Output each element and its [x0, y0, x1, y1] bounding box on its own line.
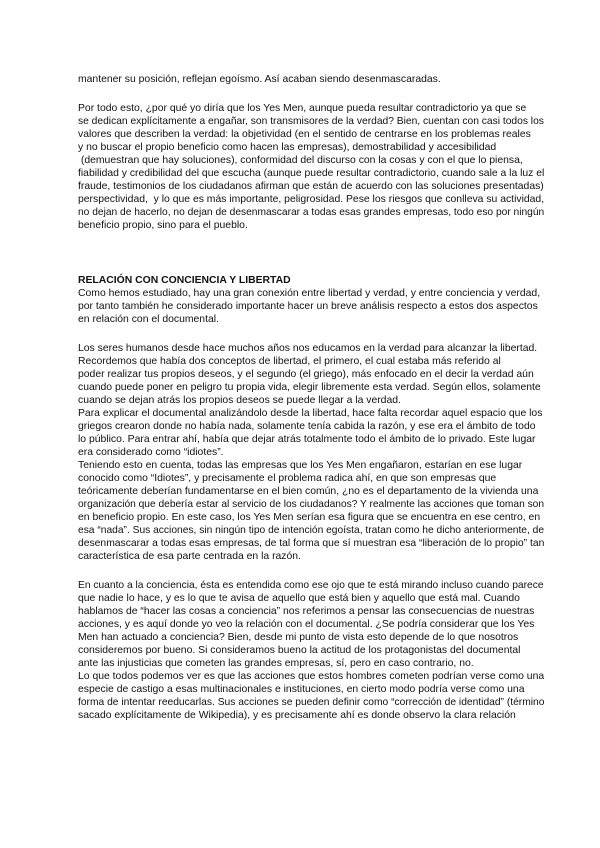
text-line: característica de esa parte centrada en la razón.: [78, 551, 301, 562]
text-line: en beneficio propio. En este caso, los Yes Men serían esa figura que se encuentra en ese centro, en: [78, 512, 541, 523]
text-line: mantener su posición, reflejan egoísmo. Así acaban siendo desenmascaradas.: [78, 74, 441, 85]
text-line: Los seres humanos desde hace muchos años nos educamos en la verdad para alcanzar la libertad.: [78, 343, 538, 354]
text-line: teóricamente deberían fundamentarse en el bien común, ¿no es el departamento de la vivienda una: [78, 486, 539, 497]
text-line: especie de castigo a esas multinacionales e instituciones, en cierto modo podría verse como una: [78, 684, 525, 695]
text-line: Como hemos estudiado, hay una gran conexión entre libertad y verdad, y entre conciencia y verdad,: [78, 288, 541, 299]
text-line: valores que describen la verdad: la objetividad (en el sentido de centrarse en los problemas reales: [78, 129, 531, 140]
text-line: ante las injusticias que cometen las grandes empresas, sí, pero en caso contrario, no.: [78, 658, 474, 669]
text-line: fiabilidad y credibilidad del que escucha (aunque puede resultar contradictorio, cuando sale a la luz el: [78, 168, 545, 179]
text-line: perspectividad, y lo que es más importante, peligrosidad. Pese los riesgos que conlleva su actividad,: [78, 194, 545, 205]
text-line: beneficio propio, sino para el pueblo.: [78, 220, 248, 231]
text-line: sacado explícitamente de Wikipedia), y es precisamente ahí es donde observo la clara relación: [78, 710, 516, 721]
text-line: por tanto también he considerado importante hacer un breve análisis respecto a estos dos aspectos: [78, 301, 538, 312]
text-line: Para explicar el documental analizándolo desde la libertad, hace falta recordar aquel espacio que los: [78, 408, 543, 419]
text-line: Men han actuado a conciencia? Bien, desde mi punto de vista esto depende de lo que nosotros: [78, 632, 519, 643]
text-line: acciones, y es aquí donde yo veo la relación con el documental. ¿Se podría considerar que los Yes: [78, 619, 535, 630]
text-line: en relación con el documental.: [78, 314, 219, 325]
section-heading: RELACIÓN CON CONCIENCIA Y LIBERTAD: [78, 275, 291, 286]
text-line: consideremos por bueno. Si consideramos bueno la actitud de los protagonistas del documental: [78, 645, 521, 656]
text-line: Teniendo esto en cuenta, todas las empresas que los Yes Men engañaron, estarían en ese lugar: [78, 460, 523, 471]
text-line: organización que debería estar al servicio de los ciudadanos? Y realmente las acciones que toman son: [78, 499, 545, 510]
text-line: esa “nada”. Sus acciones, sin ningún tipo de intención egoísta, tratan como he dicho anteriormente, de: [78, 525, 545, 536]
text-line: poder realizar tus propios deseos, y el segundo (el griego), más enfocado en el decir la verdad aún: [78, 369, 534, 380]
text-line: conocido como “Idiotes”, y precisamente el problema radica ahí, en que son empresas que: [78, 473, 497, 484]
text-line: era considerado como “idiotes”.: [78, 447, 224, 458]
text-line: desenmascarar a todas esas empresas, de tal forma que sí muestran esa “liberación de lo propio” tan: [78, 538, 545, 549]
text-line: (demuestran que hay soluciones), conformidad del discurso con la cosas y con el que lo piensa,: [78, 155, 523, 166]
text-line: cuando puede poner en peligro tu propia vida, elegir libremente esta verdad. Según ellos, solamente: [78, 382, 541, 393]
text-line: griegos crearon donde no había nada, solamente tenía cabida la razón, y ese era el ámbito de todo: [78, 421, 536, 432]
text-line: fraude, testimonios de los ciudadanos afirman que están de acuerdo con las soluciones presentadas): [78, 181, 544, 192]
text-line: En cuanto a la conciencia, ésta es entendida como ese ojo que te está mirando incluso cuando parece: [78, 580, 544, 591]
text-line: no dejan de hacerlo, no dejan de desenmascarar a todas esas grandes empresas, todo eso por ningún: [78, 207, 545, 218]
text-line: Lo que todos podemos ver es que las acciones que estos hombres cometen podrían verse como una: [78, 671, 545, 682]
text-line: forma de intentar reeducarlas. Sus acciones se pueden definir como “corrección de identidad” (término: [78, 697, 545, 708]
text-line: Recordemos que había dos conceptos de libertad, el primero, el cual estaba más referido al: [78, 356, 501, 367]
text-line: que nadie lo hace, y es lo que te avisa de aquello que está bien y aquello que está mal. Cuando: [78, 593, 520, 604]
text-line: se dedican explícitamente a engañar, son transmisores de la verdad? Bien, cuentan con casi todos los: [78, 116, 544, 127]
text-line: Por todo esto, ¿por qué yo diría que los Yes Men, aunque pueda resultar contradictorio ya que se: [78, 103, 527, 114]
text-line: cuando se dejan atrás los propios deseos se puede llegar a la verdad.: [78, 395, 401, 406]
text-line: lo público. Para entrar ahí, había que dejar atrás totalmente todo el ámbito de lo privado. Este lugar: [78, 434, 536, 445]
text-line: hablamos de “hacer las cosas a conciencia” nos referimos a pensar las consecuencias de nuestras: [78, 606, 535, 617]
text-line: y no buscar el propio beneficio como hacen las empresas), demostrabilidad y accesibilidad: [78, 142, 497, 153]
